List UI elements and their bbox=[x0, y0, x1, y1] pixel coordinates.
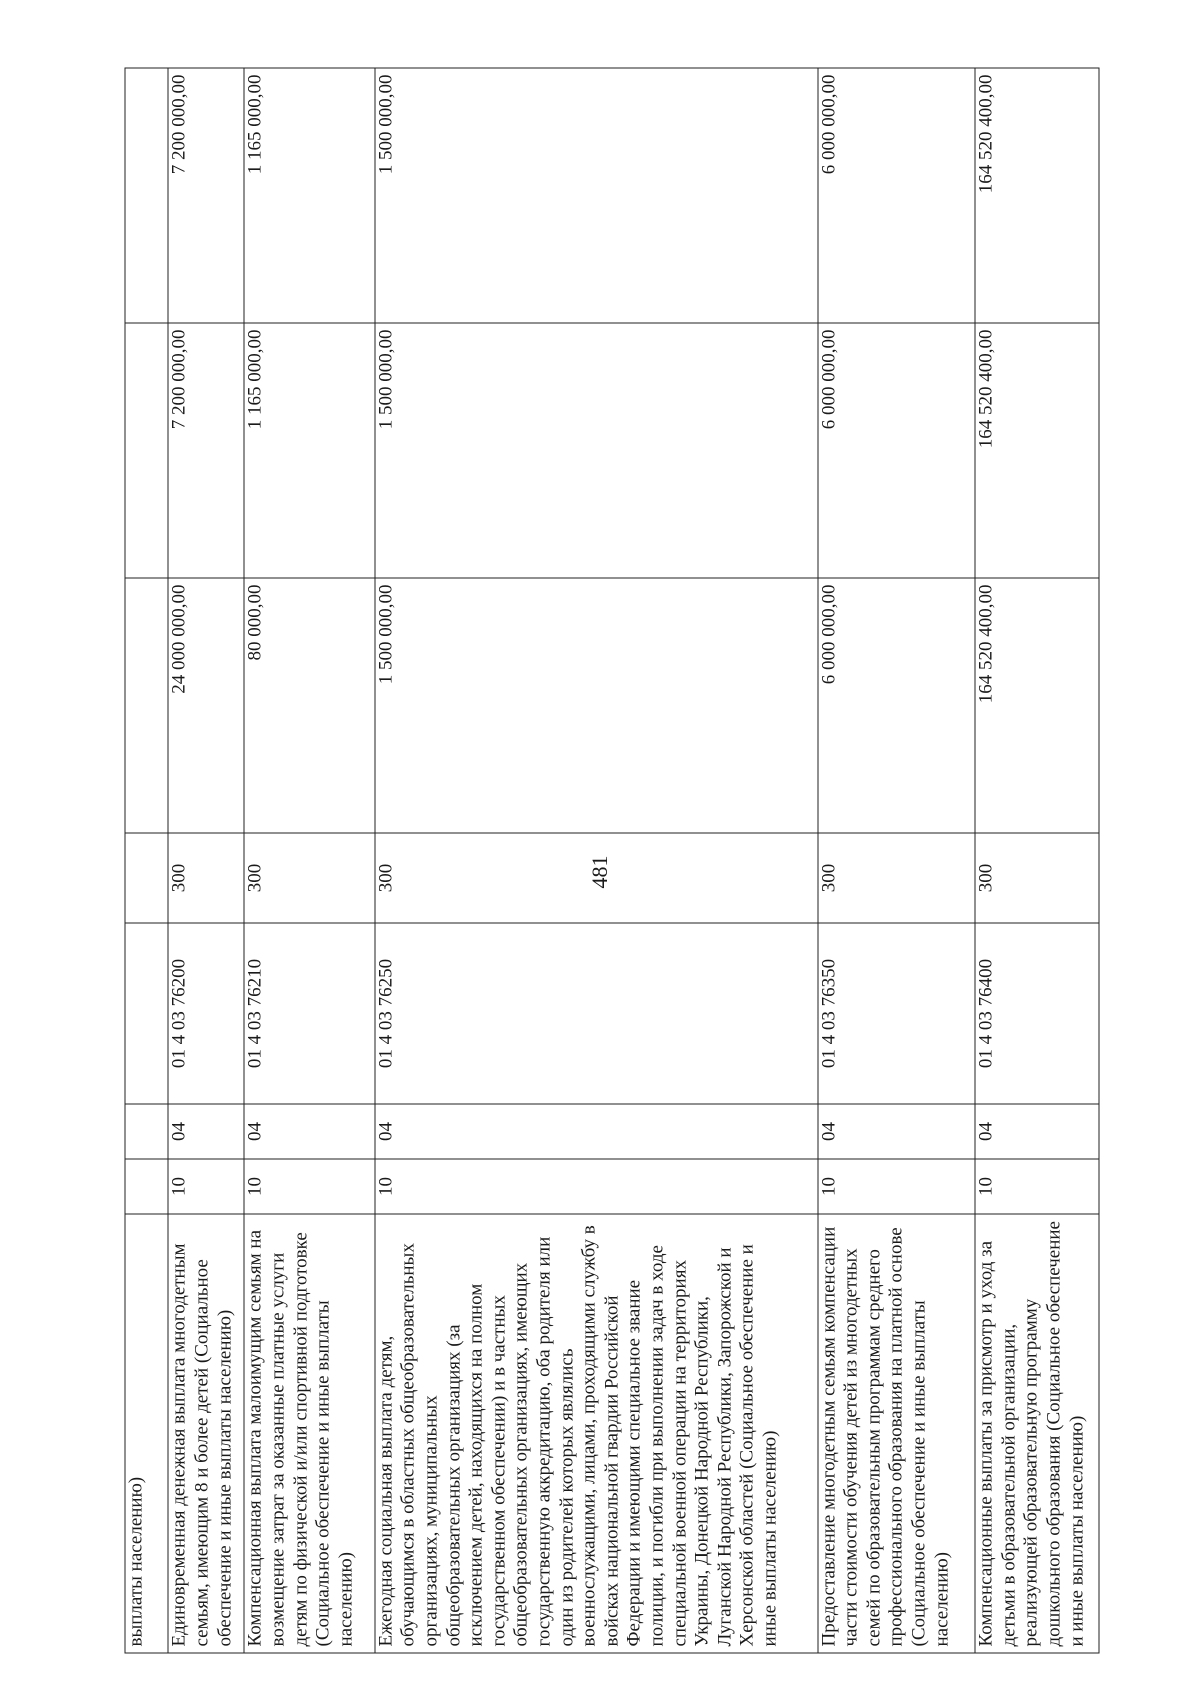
table-row bbox=[975, 68, 1099, 1653]
amount-2026: 1 165 000,00 bbox=[244, 68, 374, 323]
table-row bbox=[818, 68, 976, 1653]
table-row bbox=[375, 68, 818, 1653]
empty-cell bbox=[125, 578, 168, 833]
target-article-code: 01 4 03 76210 bbox=[244, 923, 374, 1104]
amount-2025: 7 200 000,00 bbox=[168, 323, 244, 578]
section-code: 10 bbox=[244, 1159, 374, 1214]
expense-type-code: 300 bbox=[244, 833, 374, 923]
budget-table bbox=[125, 68, 1100, 1654]
amount-2024: 6 000 000,00 bbox=[818, 578, 976, 833]
amount-2025: 1 500 000,00 bbox=[375, 323, 818, 578]
empty-cell bbox=[125, 923, 168, 1104]
empty-cell bbox=[125, 68, 168, 323]
amount-2024: 24 000 000,00 bbox=[168, 578, 244, 833]
amount-2025: 6 000 000,00 bbox=[818, 323, 976, 578]
table-row-continuation bbox=[125, 68, 168, 1653]
section-code: 10 bbox=[818, 1159, 976, 1214]
subsection-code: 04 bbox=[244, 1104, 374, 1159]
target-article-code: 01 4 03 76250 bbox=[375, 923, 818, 1104]
section-code: 10 bbox=[375, 1159, 818, 1214]
page-number: 481 bbox=[587, 855, 612, 889]
target-article-code: 01 4 03 76350 bbox=[818, 923, 976, 1104]
amount-2025: 164 520 400,00 bbox=[975, 323, 1099, 578]
target-article-code: 01 4 03 76200 bbox=[168, 923, 244, 1104]
table-row bbox=[168, 68, 244, 1653]
empty-cell bbox=[125, 1104, 168, 1159]
target-article-code: 01 4 03 76400 bbox=[975, 923, 1099, 1104]
subsection-code: 04 bbox=[975, 1104, 1099, 1159]
empty-cell bbox=[125, 1159, 168, 1214]
row-name: Единовременная денежная выплата многодетным семьям, имеющим 8 и более детей (Социальное обеспечение и иные выплаты населению) bbox=[168, 1214, 244, 1653]
empty-cell bbox=[125, 323, 168, 578]
section-code: 10 bbox=[975, 1159, 1099, 1214]
budget-table-sheet bbox=[125, 69, 1100, 1654]
amount-2025: 1 165 000,00 bbox=[244, 323, 374, 578]
expense-type-code: 300 bbox=[975, 833, 1099, 923]
amount-2026: 6 000 000,00 bbox=[818, 68, 976, 323]
row-name: Ежегодная социальная выплата детям, обучающимся в областных общеобразовательных организациях, муниципальных общеобразовательных организациях (за исключением детей, находящихся на полном государственном обеспечении) и в частных общеобразовательных организациях, имеющих государственную аккредитацию, оба родителя или один из родителей которых являлись военнослужащими, лицами, проходящими службу в войсках национальной гвардии Российской Федерации и имеющими специальное звание полиции, и погибли при выполнении задач в ходе специальной военной операции на территориях Украины, Донецкой Народной Республики, Луганской Народной Республики, Запорожской и Херсонской областей (Социальное обеспечение и иные выплаты населению) bbox=[375, 1214, 818, 1653]
amount-2024: 1 500 000,00 bbox=[375, 578, 818, 833]
amount-2026: 7 200 000,00 bbox=[168, 68, 244, 323]
amount-2026: 164 520 400,00 bbox=[975, 68, 1099, 323]
amount-2024: 164 520 400,00 bbox=[975, 578, 1099, 833]
table-row bbox=[244, 68, 374, 1653]
amount-2024: 80 000,00 bbox=[244, 578, 374, 833]
amount-2026: 1 500 000,00 bbox=[375, 68, 818, 323]
section-code: 10 bbox=[168, 1159, 244, 1214]
row-name: Предоставление многодетным семьям компенсации части стоимости обучения детей из многодетных семей по образовательным программам среднего профессионального образования на платной основе (Социальное обеспечение и иные выплаты населению) bbox=[818, 1214, 976, 1653]
row-name: Компенсационная выплата малоимущим семьям на возмещение затрат за оказанные платные услуги детям по физической и/или спортивной подготовке (Социальное обеспечение и иные выплаты населению) bbox=[244, 1214, 374, 1653]
row-name: выплаты населению) bbox=[125, 1214, 168, 1653]
expense-type-code: 300 bbox=[818, 833, 976, 923]
subsection-code: 04 bbox=[168, 1104, 244, 1159]
expense-type-code: 300 bbox=[375, 833, 818, 923]
row-name: Компенсационные выплаты за присмотр и уход за детьми в образовательной организации, реализующей образовательную программу дошкольного образования (Социальное обеспечение и иные выплаты населению) bbox=[975, 1214, 1099, 1653]
empty-cell bbox=[125, 833, 168, 923]
expense-type-code: 300 bbox=[168, 833, 244, 923]
subsection-code: 04 bbox=[818, 1104, 976, 1159]
subsection-code: 04 bbox=[375, 1104, 818, 1159]
